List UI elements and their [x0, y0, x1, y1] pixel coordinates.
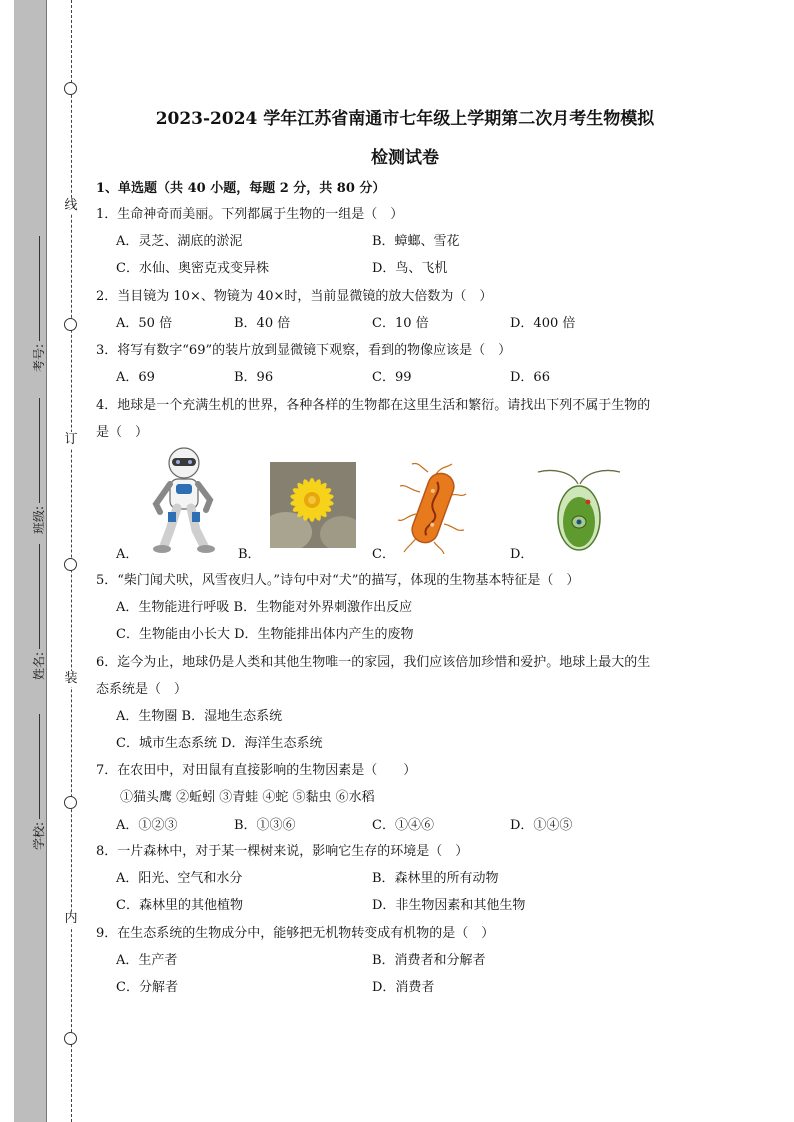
binding-hole	[64, 318, 77, 331]
question-7-stem: 7．在农田中，对田鼠有直接影响的生物因素是（ ）	[96, 763, 417, 778]
field-underline[interactable]	[39, 544, 40, 649]
field-label: 考号:	[32, 343, 46, 372]
question-4-stem: 4．地球是一个充满生机的世界，各种各样的生物都在这里生活和繁衍。请找出下列不属于生物的	[96, 398, 651, 413]
section-heading: 1、单选题（共 40 小题，每题 2 分，共 80 分）	[96, 181, 386, 196]
question-9-option-b[interactable]: B．消费者和分解者	[372, 953, 486, 968]
question-9-option-d[interactable]: D．消费者	[372, 980, 435, 995]
question-9-stem: 9．在生态系统的生物成分中，能够把无机物转变成有机物的是（ ）	[96, 926, 495, 941]
binding-char-mount: 装	[62, 671, 80, 687]
binding-hole	[64, 82, 77, 95]
question-1-option-d[interactable]: D．鸟、飞机	[372, 261, 448, 276]
question-1-option-a[interactable]: A．灵芝、湖底的淤泥	[116, 234, 243, 249]
question-1-option-b[interactable]: B．蟑螂、雪花	[372, 234, 460, 249]
question-1-option-c[interactable]: C．水仙、奥密克戎变异株	[116, 261, 269, 276]
field-label: 学校:	[32, 821, 46, 850]
question-2-option-a[interactable]: A．50 倍	[116, 316, 173, 331]
field-label: 姓名:	[32, 651, 46, 680]
question-6-options-cd[interactable]: C．城市生态系统 D．海洋生态系统	[116, 736, 323, 751]
flower-image	[270, 462, 356, 548]
binding-hole	[64, 558, 77, 571]
question-9-option-a[interactable]: A．生产者	[116, 953, 178, 968]
question-5-options-ab[interactable]: A．生物能进行呼吸 B．生物能对外界刺激作出反应	[116, 600, 413, 615]
question-7-option-b[interactable]: B．①③⑥	[234, 818, 296, 833]
bacteria-image	[398, 462, 468, 554]
algae-image	[534, 462, 624, 554]
binding-hole	[64, 1032, 77, 1045]
question-4-option-a[interactable]: A．	[116, 547, 139, 562]
binding-char-line: 线	[62, 198, 80, 214]
question-7-items: ①猫头鹰 ②蚯蚓 ③青蛙 ④蛇 ⑤黏虫 ⑥水稻	[120, 790, 375, 805]
question-4-stem-cont: 是（ ）	[96, 425, 149, 440]
question-9-option-c[interactable]: C．分解者	[116, 980, 178, 995]
field-underline[interactable]	[39, 398, 40, 503]
question-7-option-a[interactable]: A．①②③	[116, 818, 178, 833]
question-5-stem: 5．“柴门闻犬吠，风雪夜归人。”诗句中对“犬”的描写，体现的生物基本特征是（ ）	[96, 573, 580, 588]
page-subtitle: 检测试卷	[371, 148, 439, 168]
field-underline[interactable]	[39, 236, 40, 341]
binding-hole	[64, 796, 77, 809]
question-7-option-d[interactable]: D．①④⑤	[510, 818, 573, 833]
question-4-option-d[interactable]: D．	[510, 547, 534, 562]
question-8-option-a[interactable]: A．阳光、空气和水分	[116, 871, 243, 886]
question-6-stem: 6．迄今为止，地球仍是人类和其他生物唯一的家园，我们应该倍加珍惜和爱护。地球上最大的生	[96, 655, 651, 670]
question-2-stem: 2．当目镜为 10×、物镜为 40×时，当前显微镜的放大倍数为（ ）	[96, 289, 493, 304]
robot-image	[148, 446, 220, 554]
field-underline[interactable]	[39, 714, 40, 819]
page-title: 2023-2024 学年江苏省南通市七年级上学期第二次月考生物模拟	[155, 109, 655, 129]
question-4-option-c[interactable]: C．	[372, 547, 395, 562]
question-3-option-a[interactable]: A．69	[116, 370, 155, 385]
question-3-option-d[interactable]: D．66	[510, 370, 550, 385]
question-2-option-b[interactable]: B．40 倍	[234, 316, 291, 331]
question-8-stem: 8．一片森林中，对于某一棵树来说，影响它生存的环境是（ ）	[96, 844, 469, 859]
question-2-option-d[interactable]: D．400 倍	[510, 316, 576, 331]
question-6-stem-cont: 态系统是（ ）	[96, 682, 188, 697]
question-1-stem: 1．生命神奇而美丽。下列都属于生物的一组是（ ）	[96, 207, 404, 222]
binding-char-inner: 内	[62, 911, 80, 927]
question-5-options-cd[interactable]: C．生物能由小长大 D．生物能排出体内产生的废物	[116, 627, 414, 642]
question-7-option-c[interactable]: C．①④⑥	[372, 818, 434, 833]
question-4-option-b[interactable]: B．	[238, 547, 261, 562]
question-6-options-ab[interactable]: A．生物圈 B．湿地生态系统	[116, 709, 283, 724]
question-8-option-b[interactable]: B．森林里的所有动物	[372, 871, 499, 886]
question-8-option-c[interactable]: C．森林里的其他植物	[116, 898, 243, 913]
field-label: 班级:	[32, 505, 46, 534]
question-3-stem: 3．将写有数字“69”的装片放到显微镜下观察，看到的物像应该是（ ）	[96, 343, 512, 358]
question-2-option-c[interactable]: C．10 倍	[372, 316, 429, 331]
question-8-option-d[interactable]: D．非生物因素和其他生物	[372, 898, 526, 913]
question-3-option-c[interactable]: C．99	[372, 370, 412, 385]
question-3-option-b[interactable]: B．96	[234, 370, 274, 385]
binding-char-bind: 订	[62, 432, 80, 448]
